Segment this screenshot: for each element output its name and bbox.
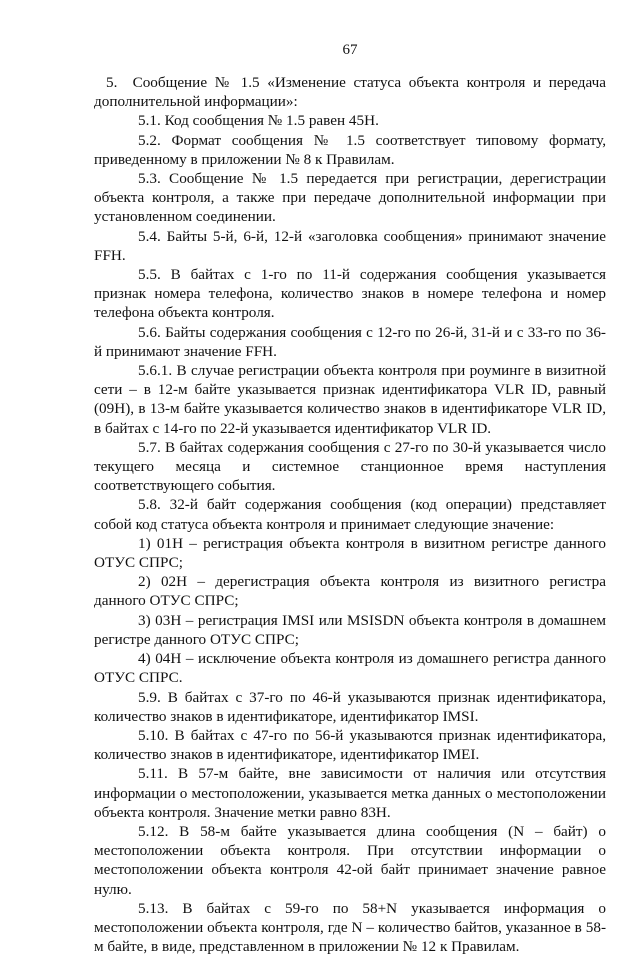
paragraph-5-12: 5.12. В 58-м байте указывается длина сообщения (N – байт) о местоположении объекта контроля. При отсутствии информации о местоположении объекта контроля 42-ой байт принимает значение равное нулю. (94, 822, 606, 898)
paragraph-5-4: 5.4. Байты 5-й, 6-й, 12-й «заголовка сообщения» принимают значение FFH. (94, 227, 606, 264)
paragraph-5-13: 5.13. В байтах с 59-го по 58+N указывается информация о местоположении объекта контроля, где N – количество байтов, указанное в 58-м байте, в виде, представленном в приложении № 12 к Правилам. (94, 899, 606, 956)
page-number: 67 (342, 42, 358, 58)
list-item-3: 3) 03H – регистрация IMSI или MSISDN объекта контроля в домашнем регистре данного ОТУС СПРС; (94, 611, 606, 648)
list-item-2: 2) 02H – дерегистрация объекта контроля из визитного регистра данного ОТУС СПРС; (94, 573, 606, 610)
paragraph-5-8: 5.8. 32-й байт содержания сообщения (код операции) представляет собой код статуса объекта контроля и принимает следующие значение: (94, 496, 606, 533)
paragraph-5-5: 5.5. В байтах с 1-го по 11-й содержания сообщения указывается признак номера телефона, количество знаков в номере телефона и номер телефона объекта контроля. (94, 266, 606, 322)
list-item-4: 4) 04H – исключение объекта контроля из домашнего регистра данного ОТУС СПРС. (94, 650, 606, 687)
paragraph-5-11: 5.11. В 57-м байте, вне зависимости от наличия или отсутствия информации о местоположении, указывается метка данных о местоположении объекта контроля. Значение метки равно 83H. (94, 765, 606, 821)
paragraph-5-6-1: 5.6.1. В случае регистрации объекта контроля при роуминге в визитной сети – в 12-м байте указывается признак идентификатора VLR ID, равный (09H), в 13-м байте указывается количество знаков в идентификаторе VLR ID, в байтах с 14-го по 22-й указывается идентификатор VLR ID. (94, 362, 606, 437)
paragraph-5-3: 5.3. Сообщение № 1.5 передается при регистрации, дерегистрации объекта контроля, а также при передаче дополнительной информации при установленном соединении. (94, 170, 606, 226)
paragraph-5-2: 5.2. Формат сообщения № 1.5 соответствует типовому формату, приведенному в приложении № 8 к Правилам. (94, 131, 606, 168)
paragraph-5-10: 5.10. В байтах с 47-го по 56-й указываются признак идентификатора, количество знаков в идентификаторе, идентификатор IMEI. (94, 726, 606, 764)
list-item-1: 1) 01H – регистрация объекта контроля в визитном регистре данного ОТУС СПРС; (94, 534, 606, 572)
paragraph-5-7: 5.7. В байтах содержания сообщения с 27-го по 30-й указывается число текущего месяца и системное станционное время наступления соответствующего события. (94, 438, 606, 495)
paragraph-5: 5. Сообщение № 1.5 «Изменение статуса объекта контроля и передача дополнительной информации»: (94, 74, 606, 111)
paragraph-5-9: 5.9. В байтах с 37-го по 46-й указываются признак идентификатора, количество знаков в идентификаторе, идентификатор IMSI. (94, 688, 606, 725)
paragraph-5-6: 5.6. Байты содержания сообщения с 12-го по 26-й, 31-й и с 33-го по 36-й принимают значение FFH. (94, 323, 606, 360)
paragraph-5-1: 5.1. Код сообщения № 1.5 равен 45H. (138, 112, 379, 130)
